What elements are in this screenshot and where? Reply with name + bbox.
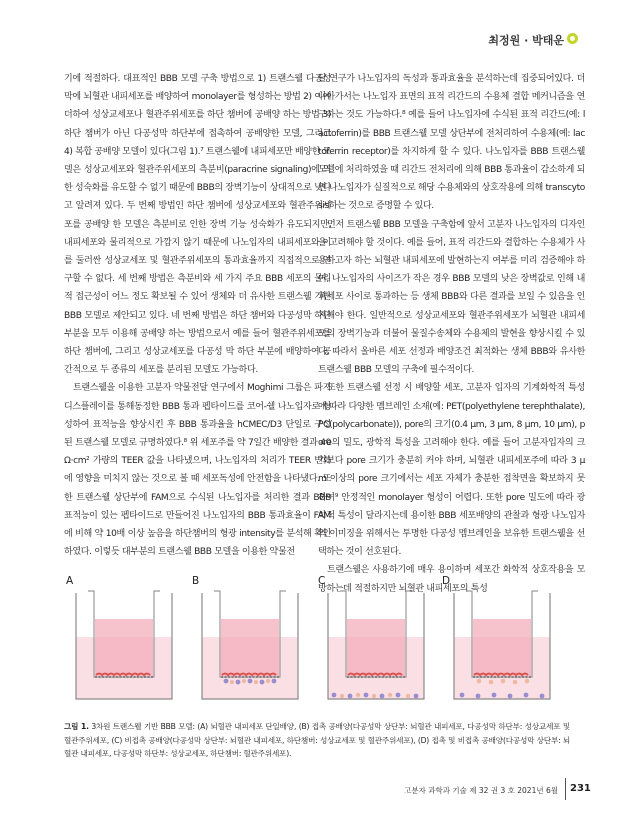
panel-label-b: B (192, 575, 200, 587)
panel-label-d: D (442, 575, 451, 587)
transwell-contact-coculture-diagram (200, 589, 300, 701)
footer-divider (565, 778, 566, 800)
panel-label-c: C (318, 575, 326, 587)
transwell-noncontact-coculture-diagram (326, 589, 426, 701)
transwell-monoculture-diagram (74, 589, 174, 701)
paragraph: 트랜스웰은 사용하기에 매우 용이하며 세포간 화학적 상호작용을 모방하는데 적절하지만 뇌혈관 내피세포의 특성 (318, 565, 585, 594)
page-number: 231 (570, 783, 591, 794)
right-column (318, 70, 585, 598)
paragraph: 트랜스웰을 이용한 고분자 약물전달 연구에서 Moghimi 그룹은 파지 디스플레이를 통해동정한 BBB 통과 펩타이드를 코어-쉘 나노입자로 형성하여 표적능을 향상시킨 후 BBB 통과율을 hCMEC/D3 단일로 구성된 트랜스웰 모델로 규명하였다.⁸ 위 세포주를 약 7일간 배양한 결과 40 Ω·cm² 가량의 TEER 값을 나타냈으며, 나노입자의 처리가 TEER 변화에 영향을 미치지 않는 것으로 볼 때 세포독성에 안전함을 나타냈다. 또한 트랜스웰 상단부에 FAM으로 수식된 나노입자를 처리한 결과 BBB 표적능이 있는 펩타이드로 만들어진 나노입자의 BBB 통과효율이 FAM에 비해 약 10배 이상 높음을 하단챔버의 형광 intensity를 분석해 확인하였다. 이렇듯 대부분의 트랜스웰 BBB 모델을 이용한 약물전 (64, 383, 331, 558)
caption-text: 3차원 트랜스웰 기반 BBB 모델: (A) 뇌혈관 내피세포 단일배양, (B) 접촉 공배양(다공성막 상단부: 뇌혈관 내피세포, 다공성막 하단부: 성상교세포 및 혈관주위세포, (C) 비접촉 공배양(다공성막 상단부: 뇌혈관 내피세포, 하단챔버: 성상교세포 및 혈관주위세포), (D) 접촉 및 비접촉 공배양(다공성막 상단부: 뇌혈관 내피세포, 다공성막 하단부: 성상교세포, 하단챔버: 혈관주위세포). (64, 722, 571, 758)
paragraph: 먼저 트랜스웰 BBB 모델을 구축함에 앞서 고분자 나노입자의 디자인을 고려해야 할 것이다. 예를 들어, 표적 리간드와 결합하는 수용체가 사용하고자 하는 뇌혈관 내피세포에 발현하는지 여부를 미리 검증해야 하며, 나노입자의 사이즈가 작은 경우 BBB 모델의 낮은 장벽값로 인해 내피세포 사이로 통과하는 등 생체 BBB와 다른 결과를 보일 수 있음을 인지해야 한다. 일반적으로 성상교세포와 혈관주위세포가 뇌혈관 내피세포의 장벽기능과 더불어 물질수송체와 수용체의 발현을 향상시킬 수 있다. 따라서 올바른 세포 선정과 배양조건 최적화는 생체 BBB와 유사한 트랜스웰 BBB 모델의 구축에 필수적이다. (318, 219, 585, 376)
journal-footer: 고분자 과학과 기술 제 32 권 3 호 2021년 6월 (404, 786, 558, 795)
paragraph: 달 연구가 나노입자의 독성과 통과효율을 분석하는데 집중되어있다. 더 나아가서는 나노입자 표면의 표적 리간드의 수용체 결합 메커니즘을 연구하는 것도 가능하다.⁸ 예를 들어 나노입자에 수식된 표적 리간드(예: lactoferrin)를 BBB 트랜스웰 모델 상단부에 전처리하여 수용체(예: lactoferrin receptor)를 차지하게 할 수 있다. 나노입자를 BBB 트랜스웰 모델에 처리하였을 때 리간드 전처리에 의해 BBB 통과율이 감소하게 되면 나노입자가 실질적으로 해당 수용체와의 상호작용에 의해 transcytosis하는 것으로 증명할 수 있다. (318, 74, 585, 212)
header-authors: 최정원 · 박태운 (488, 34, 564, 47)
paragraph: 기에 적절하다. 대표적인 BBB 모델 구축 방법으로 1) 트랜스웰 다공성 막에 뇌혈관 내피세포를 배양하여 monolayer를 형성하는 방법 2) 이에 더하여 성상교세포나 혈관주위세포를 하단 챔버에 공배양 하는 방법 3) 하단 챔버가 아닌 다공성막 하단부에 접촉하여 공배양한 모델, 그리고 4) 복합 공배양 모델이 있다(그림 1).⁷ 트랜스웰에 내피세포만 배양한 모델은 성상교세포와 혈관주위세포의 측분비(paracrine signaling)에 의한 성숙화를 유도할 수 없기 때문에 BBB의 장벽기능이 상대적으로 낮다고 알려져 있다. 두 번째 방법인 하단 챔버에 성상교세포와 혈관주위세포를 공배양 한 모델은 측분비로 인한 장벽 기능 성숙화가 유도되지만, 내피세포와 물리적으로 가깝지 않기 때문에 나노입자의 내피세포와 이를 둘러싼 성상교세포 및 혈관주위세포의 통과효율까지 직접적으로 연구할 수 없다. 세 번째 방법은 측분비와 세 가지 주요 BBB 세포의 물리적 접근성이 어느 정도 확보될 수 있어 생체와 더 유사한 트랜스웰 기반 BBB 모델로 제안되고 있다. 네 번째 방법은 하단 챔버와 다공성막 하단 부분을 모두 이용해 공배양 하는 방법으로서 예를 들어 혈관주위세포를 하단 챔버에, 그리고 성상교세포를 다공성 막 하단 부분에 배양하여 공간적으로 두 종류의 세포를 분리된 모델도 가능하다. (64, 74, 332, 376)
header-circle-icon (567, 33, 578, 44)
figure-transwell-models (64, 575, 568, 707)
transwell-combined-coculture-diagram (452, 589, 552, 701)
caption-label: 그림 1. (64, 722, 89, 731)
figure-caption (64, 720, 570, 761)
paragraph: 또한 트랜스웰 선정 시 배양할 세포, 고분자 입자의 기계화학적 특성에 따라 다양한 멤브레인 소재(예: PET(polyethylene terephthalate), PC(polycarbonate)), pore의 크기(0.4 μm, 3 μm, 8 μm, 10 μm), pore의 밀도, 광학적 특성을 고려해야 한다. 예를 들어 고분자입자의 크기보다 pore 크기가 충분히 커야 하며, 뇌혈관 내피세포주에 따라 3 μm 이상의 pore 크기에서는 세포 자체가 충분한 접착면을 확보하지 못하여⁹ 안정적인 monolayer 형성이 어렵다. 또한 pore 밀도에 따라 광학적 특성이 달라지는데 용이한 BBB 세포배양의 관찰과 형광 나노입자의 이미징을 위해서는 투명한 다공성 멤브레인을 보유한 트랜스웰을 선택하는 것이 선호된다. (318, 383, 585, 558)
left-column (64, 70, 331, 561)
panel-label-a: A (66, 575, 74, 587)
